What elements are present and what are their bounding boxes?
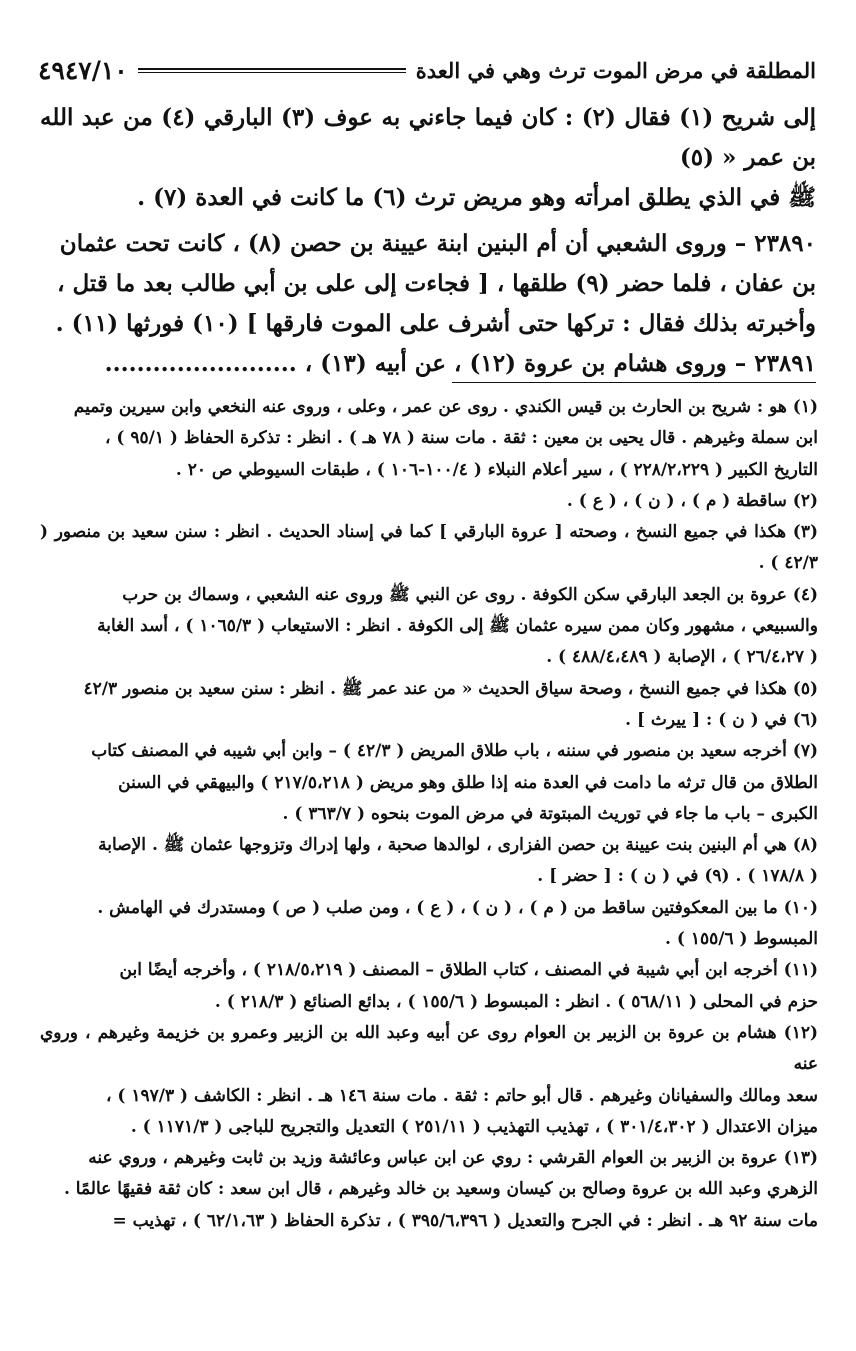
footnote-line: المبسوط ( ١٥٥/٦ ) . <box>665 929 818 950</box>
footnote-line: الطلاق من قال ترثه ما دامت في العدة منه إذا طلق وهو مريض ( ٢١٧/٥،٢١٨ ) والبيهقي في السنن <box>118 772 818 793</box>
main-text <box>40 98 816 384</box>
footnote-line: التاريخ الكبير ( ٢٢٨/٢،٢٢٩ ) ، سير أعلام النبلاء ( ١٠٠/٤-١٠٦ ) ، طبقات السيوطي ص ٢٠ . <box>175 459 818 480</box>
footnote-line: (٣) هكذا في جميع النسخ ، وصحته [ عروة البارقي ] كما في إسناد الحديث . انظر : سنن سعيد بن منصور ( ٤٢/٣ ) . <box>40 522 818 574</box>
footnote-line: ( ١٧٨/٨ ) . (٩) في ( ن ) : [ حضر ] . <box>537 866 818 887</box>
running-header <box>38 50 816 90</box>
main-line: ٢٣٨٩٠ – وروى الشعبي أن أم البنين ابنة عيينة بن حصن (٨) ، كانت تحت عثمان <box>59 230 816 257</box>
header-rule <box>138 68 406 73</box>
footnote-line: الكبرى – باب ما جاء في توريث المبتوتة في مرض الموت بنحوه ( ٣٦٣/٧ ) . <box>282 803 818 824</box>
footnote-line: ( ٢٦/٤،٢٧ ) ، الإصابة ( ٤٨٨/٤،٤٨٩ ) . <box>546 647 818 668</box>
footnote-line: (٤) عروة بن الجعد البارقي سكن الكوفة . روى عن النبي ﷺ وروى عنه الشعبي ، وسماك بن حرب <box>122 584 818 605</box>
main-line: بن عفان ، فلما حضر (٩) طلقها ، [ فجاءت إلى على بن أبي طالب بعد ما قتل ، <box>57 270 816 297</box>
footnote-line: (١٣) عروة بن الزبير بن العوام القرشي : روي عن ابن عباس وعائشة وزيد بن ثابت وغيرهم ، وروي عنه <box>88 1148 818 1169</box>
footnote-line: (٥) هكذا في جميع النسخ ، وصحة سياق الحديث « من عند عمر ﷺ . انظر : سنن سعيد بن منصور ٤٢/٣ <box>83 678 818 699</box>
footnote-line: (٢) ساقطة ( م ) ، ( ن ) ، ( ع ) . <box>566 490 818 511</box>
footnote-line: ابن سملة وغيرهم . قال يحيى بن معين : ثقة . مات سنة ( ٧٨ هـ ) . انظر : تذكرة الحفاظ ( ٩٥/١ ) ، <box>105 428 818 449</box>
main-line: وأخبرته بذلك فقال : تركها حتى أشرف على الموت فارقها ] (١٠) فورثها (١١) . <box>55 310 816 337</box>
footnote-line: الزهري وعبد الله بن عروة وصالح بن كيسان وسعيد بن خالد وغيرهم ، قال ابن سعد : كان ثقة فقيهًا عالمًا . <box>63 1179 818 1200</box>
footnote-line: (١٠) ما بين المعكوفتين ساقط من ( م ) ، ( ن ) ، ( ع ) ، ومن صلب ( ص ) ومستدرك في الهامش . <box>97 897 818 918</box>
footnote-line: (١) هو : شريح بن الحارث بن قيس الكندي . روى عن عمر ، وعلى ، وروى عنه النخعي وابن سيرين وتميم <box>73 397 818 417</box>
main-line: إلى شريح (١) فقال (٢) : كان فيما جاءني به عوف (٣) البارقي (٤) من عبد الله بن عمر « (٥) <box>40 104 816 171</box>
footnote-line: والسبيعي ، مشهور وكان ممن سيره عثمان ﷺ إلى الكوفة . انظر : الاستيعاب ( ١٠٦٥/٣ ) ، أسد الغابة <box>97 616 818 637</box>
footnote-divider <box>452 382 816 383</box>
footnote-line: ميزان الاعتدال ( ٣٠١/٤،٣٠٢ ) ، تهذيب التهذيب ( ٢٥١/١١ ) التعديل والتجريح للباجى ( ١١٧١/٣ ) . <box>130 1116 818 1137</box>
page-number: ٤٩٤٧/١٠ <box>38 55 128 85</box>
main-line: ٢٣٨٩١ – وروى هشام بن عروة (١٢) ، عن أبيه (١٣) ، ........................ <box>104 350 816 377</box>
footnote-line: (١١) أخرجه ابن أبي شيبة في المصنف ، كتاب الطلاق – المصنف ( ٢١٨/٥،٢١٩ ) ، وأخرجه أيضًا ابن <box>119 960 818 981</box>
footnote-line: (١٢) هشام بن عروة بن الزبير بن العوام روى عن أبيه وعبد الله بن الزبير وعمرو بن خزيمة وغيرهم ، وروي عنه <box>40 1022 818 1075</box>
footnote-line: (٦) في ( ن ) : [ ييرث ] . <box>625 709 818 730</box>
footnote-line: (٨) هي أم البنين بنت عيينة بن حصن الفزارى ، لوالدها صحبة ، ولها إدراك وتزوجها عثمان ﷺ . الإصابة <box>98 835 818 856</box>
footnote-line: سعد ومالك والسفيانان وغيرهم . قال أبو حاتم : ثقة . مات سنة ١٤٦ هـ . انظر : الكاشف ( ١٩٧/٣ ) ، <box>106 1085 818 1106</box>
footnote-line: حزم في المحلى ( ٥٦٨/١١ ) . انظر : المبسوط ( ١٥٥/٦ ) ، بدائع الصنائع ( ٢١٨/٣ ) . <box>214 991 818 1012</box>
main-line: ﷺ في الذي يطلق امرأته وهو مريض ترث (٦) ما كانت في العدة (٧) . <box>137 184 816 211</box>
footnotes <box>40 392 818 1237</box>
footnote-line: مات سنة ٩٢ هـ . انظر : في الجرح والتعديل ( ٣٩٥/٦،٣٩٦ ) ، تذكرة الحفاظ ( ٦٢/١،٦٣ ) ، تهذيب = <box>112 1210 818 1231</box>
header-title: المطلقة في مرض الموت ترث وهي في العدة <box>415 57 816 83</box>
footnote-line: (٧) أخرجه سعيد بن منصور في سننه ، باب طلاق المريض ( ٤٢/٣ ) – وابن أبي شيبه في المصنف كتاب <box>91 741 818 762</box>
